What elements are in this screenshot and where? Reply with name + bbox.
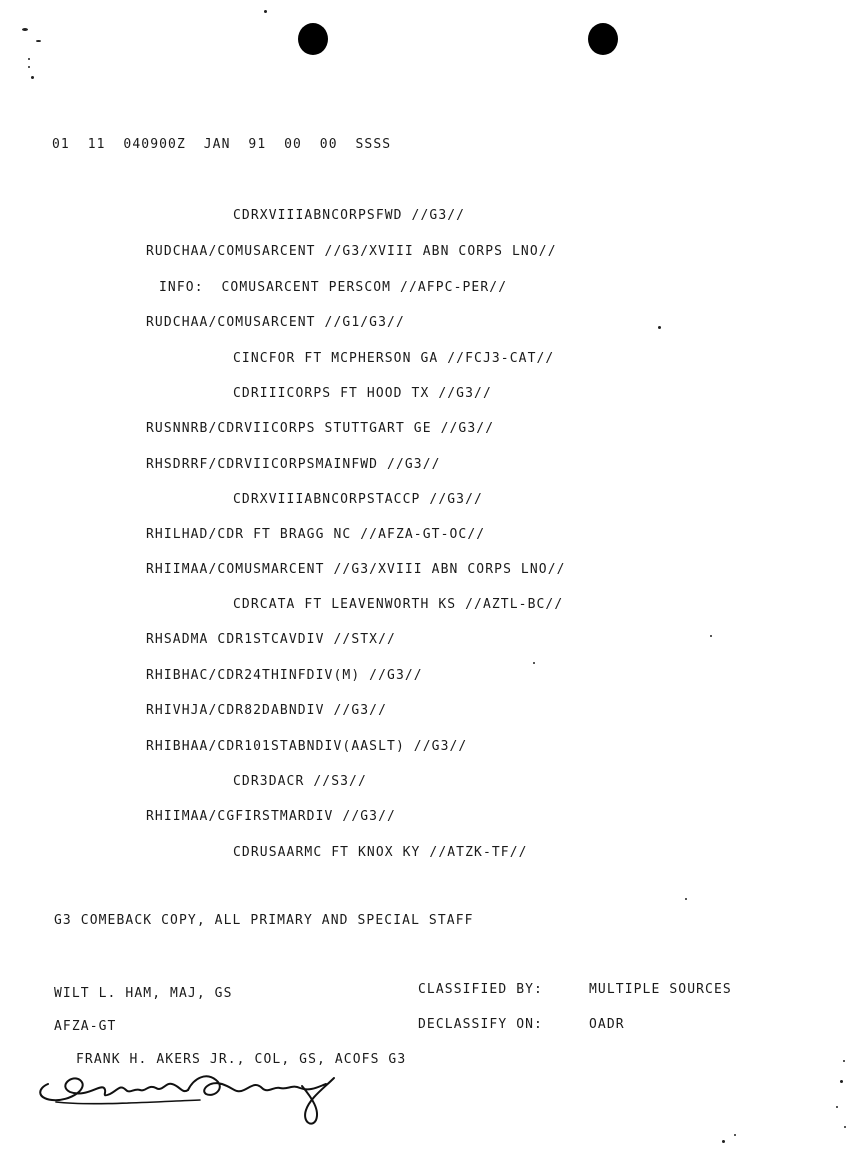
scan-speck — [840, 1080, 843, 1083]
addressee-line: RHIBHAC/CDR24THINFDIV(M) //G3// — [146, 668, 423, 683]
scan-speck — [533, 662, 535, 664]
remarks-line: G3 COMEBACK COPY, ALL PRIMARY AND SPECIAL STAFF — [54, 913, 474, 928]
scan-speck — [28, 66, 30, 68]
scan-speck — [710, 635, 712, 637]
addressee-line: RHIIMAA/CGFIRSTMARDIV //G3// — [146, 809, 396, 824]
addressee-line: CDRIIICORPS FT HOOD TX //G3// — [233, 386, 492, 401]
scan-speck — [685, 898, 687, 900]
office-symbol: AFZA-GT — [54, 1019, 117, 1034]
addressee-line: RHILHAD/CDR FT BRAGG NC //AFZA-GT-OC// — [146, 527, 486, 542]
scan-speck — [658, 326, 661, 329]
declassify-value: OADR — [589, 1017, 625, 1032]
addressee-line: CINCFOR FT MCPHERSON GA //FCJ3-CAT// — [233, 351, 555, 366]
classified-by-label: CLASSIFIED BY: — [418, 982, 543, 997]
addressee-line: CDR3DACR //S3// — [233, 774, 367, 789]
addressee-line: CDRCATA FT LEAVENWORTH KS //AZTL-BC// — [233, 597, 564, 612]
classified-by-value: MULTIPLE SOURCES — [589, 982, 732, 997]
addressee-line: RHSDRRF/CDRVIICORPSMAINFWD //G3// — [146, 457, 441, 472]
scan-speck — [28, 58, 30, 60]
addressee-line: RUSNNRB/CDRVIICORPS STUTTGART GE //G3// — [146, 421, 495, 436]
addressee-line: RUDCHAA/COMUSARCENT //G1/G3// — [146, 315, 405, 330]
scan-speck — [36, 40, 41, 42]
scan-speck — [843, 1060, 845, 1062]
addressee-line: RHIVHJA/CDR82DABNDIV //G3// — [146, 703, 388, 718]
scan-speck — [22, 28, 28, 31]
addressee-line: INFO: COMUSARCENT PERSCOM //AFPC-PER// — [159, 280, 508, 295]
declassify-label: DECLASSIFY ON: — [418, 1017, 543, 1032]
scan-speck — [722, 1140, 725, 1143]
addressee-line: CDRXVIIIABNCORPSFWD //G3// — [233, 208, 466, 223]
handwritten-signature — [30, 1058, 350, 1128]
punch-hole-left — [298, 23, 328, 55]
addressee-line: RHIIMAA/COMUSMARCENT //G3/XVIII ABN CORPS LNO// — [146, 562, 566, 577]
addressee-line: RHIBHAA/CDR101STABNDIV(AASLT) //G3// — [146, 739, 468, 754]
scan-speck — [836, 1106, 838, 1108]
addressee-line: CDRUSAARMC FT KNOX KY //ATZK-TF// — [233, 845, 528, 860]
addressee-line: CDRXVIIIABNCORPSTACCP //G3// — [233, 492, 483, 507]
drafter-name: WILT L. HAM, MAJ, GS — [54, 986, 233, 1001]
scan-speck — [734, 1134, 736, 1136]
scan-speck — [264, 10, 267, 13]
releaser-name: FRANK H. AKERS JR., COL, GS, ACOFS G3 — [76, 1052, 407, 1067]
addressee-line: RUDCHAA/COMUSARCENT //G3/XVIII ABN CORPS LNO// — [146, 244, 557, 259]
punch-hole-right — [588, 23, 618, 55]
addressee-line: RHSADMA CDR1STCAVDIV //STX// — [146, 632, 396, 647]
dtg-line: 01 11 040900Z JAN 91 00 00 SSSS — [52, 137, 392, 152]
scan-speck — [31, 76, 34, 79]
scan-speck — [844, 1126, 846, 1128]
